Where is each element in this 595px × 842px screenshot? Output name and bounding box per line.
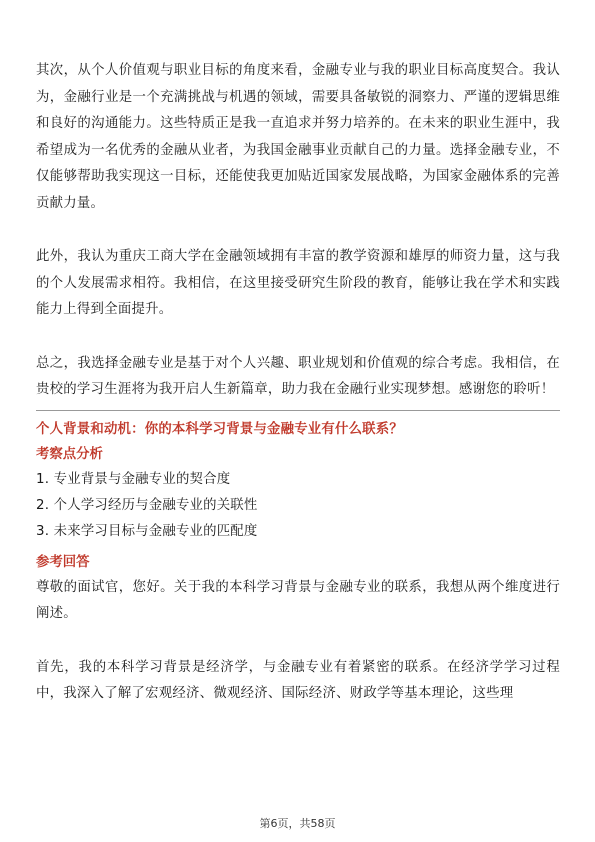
paragraph-gap <box>36 218 560 245</box>
analysis-points-list <box>36 467 560 545</box>
answer-heading: 参考回答 <box>36 554 90 570</box>
body-paragraph-values: 其次，从个人价值观与职业目标的角度来看，金融专业与我的职业目标高度契合。我认为，金融行业是一个充满挑战与机遇的领域，需要具备敏锐的洞察力、严谨的逻辑思维和良好的沟通能力。这些特质正是我一直追求并努力培养的。在未来的职业生涯中，我希望成为一名优秀的金融从业者，为我国金融事业贡献自己的力量。选择金融专业，不仅能够帮助我实现这一目标，还能使我更加贴近国家发展战略，为国家金融体系的完善贡献力量。 <box>36 63 560 211</box>
paragraph-gap <box>36 324 560 351</box>
body-paragraph-conclusion: 总之，我选择金融专业是基于对个人兴趣、职业规划和价值观的综合考虑。我相信，在贵校的学习生涯将为我开启人生新篇章，助力我在金融行业实现梦想。感谢您的聆听！ <box>36 355 560 398</box>
question-title: 个人背景和动机：你的本科学习背景与金融专业有什么联系？ <box>36 421 403 437</box>
answer-paragraph-intro: 尊敬的面试官，您好。关于我的本科学习背景与金融专业的联系，我想从两个维度进行阐述。 <box>36 579 560 622</box>
document-page <box>36 58 560 708</box>
list-item: 1. 专业背景与金融专业的契合度 <box>36 471 231 487</box>
page-footer: 第6页，共58页 <box>259 817 336 830</box>
paragraph-gap <box>36 628 560 655</box>
analysis-heading: 考察点分析 <box>36 446 103 462</box>
list-item: 3. 未来学习目标与金融专业的匹配度 <box>36 523 258 539</box>
section-divider <box>36 410 560 411</box>
body-paragraph-university: 此外，我认为重庆工商大学在金融领域拥有丰富的教学资源和雄厚的师资力量，这与我的个人发展需求相符。我相信，在这里接受研究生阶段的教育，能够让我在学术和实践能力上得到全面提升。 <box>36 249 560 318</box>
list-item: 2. 个人学习经历与金融专业的关联性 <box>36 497 258 513</box>
answer-paragraph-first: 首先，我的本科学习背景是经济学，与金融专业有着紧密的联系。在经济学学习过程中，我深入了解了宏观经济、微观经济、国际经济、财政学等基本理论，这些理 <box>36 659 560 702</box>
